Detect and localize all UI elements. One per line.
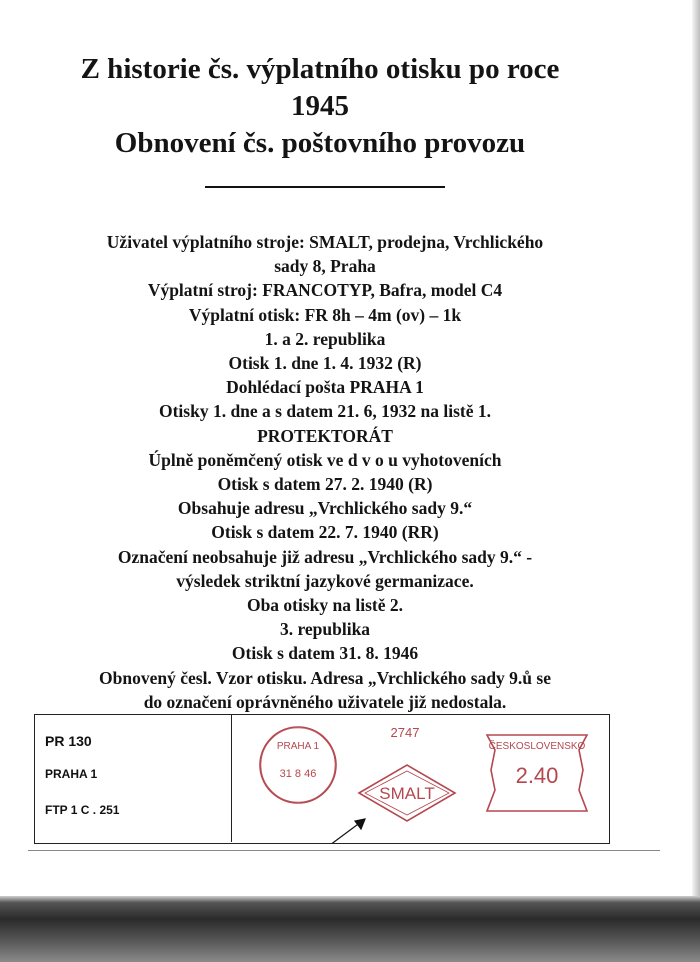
title-line-2: 1945 <box>291 90 349 122</box>
text-line: Výplatní otisk: FR 8h – 4m (ov) – 1k <box>188 304 462 325</box>
cover-image <box>34 714 610 844</box>
title-line-1: Z historie čs. výplatního otisku po roce <box>80 53 560 85</box>
text-line: Oba otisky na listě 2. <box>246 595 404 616</box>
pr-number: PR 130 <box>45 733 92 749</box>
title-line-3: Obnovení čs. poštovního provozu <box>114 127 526 159</box>
meter-counter-text: 2747 <box>390 725 420 740</box>
country-text: ČESKOSLOVENSKO <box>488 741 586 752</box>
arrow-icon <box>303 819 365 843</box>
scan-edge-bottom <box>0 896 700 962</box>
text-line: 3. republika <box>279 619 371 640</box>
text-line: 1. a 2. republika <box>264 328 386 349</box>
machine-code: FTP 1 C . 251 <box>45 803 120 817</box>
text-line: Otisk s datem 22. 7. 1940 (RR) <box>211 522 439 543</box>
description-text <box>40 230 610 714</box>
text-line: Uživatel výplatního stroje: SMALT, prodejna, Vrchlického <box>106 232 544 252</box>
title-divider <box>205 186 445 188</box>
text-line: Otisk s datem 31. 8. 1946 <box>231 643 419 664</box>
text-line: Otisk 1. dne 1. 4. 1932 (R) <box>228 353 422 374</box>
postmark-city-text: PRAHA 1 <box>276 741 320 752</box>
post-office: PRAHA 1 <box>45 767 98 781</box>
value-text: 2.40 <box>515 763 559 788</box>
text-line: Výplatní stroj: FRANCOTYP, Bafra, model C4 <box>147 280 503 301</box>
text-line: do označení oprávněného uživatele již nedostala. <box>143 691 507 712</box>
text-line: výsledek striktní jazykové germanizace. <box>176 570 474 591</box>
text-line: Označení neobsahuje již adresu „Vrchlického sady 9.“ - <box>117 546 533 567</box>
postmark-circle <box>260 727 336 803</box>
scan-edge-right <box>692 0 700 900</box>
text-line: Dohlédací pošta PRAHA 1 <box>226 377 424 398</box>
page-divider <box>28 850 660 851</box>
text-line: Otisk s datem 27. 2. 1940 (R) <box>217 474 433 495</box>
text-line: Úplně poněmčený otisk ve d v o u vyhotoveních <box>148 449 502 470</box>
text-line: sady 8, Praha <box>274 256 376 277</box>
text-line: Otisky 1. dne a s datem 21. 6, 1932 na listě 1. <box>158 401 492 422</box>
postmark-date-text: 31 8 46 <box>279 768 317 780</box>
text-line: PROTEKTORÁT <box>257 425 393 446</box>
text-line: Obnovený česl. Vzor otisku. Adresa „Vrchlického sady 9.ů se <box>99 667 551 688</box>
slogan-text: SMALT <box>379 784 435 803</box>
text-line: Obsahuje adresu „Vrchlického sady 9.“ <box>177 498 473 519</box>
meter-imprint-illustration <box>35 715 609 843</box>
